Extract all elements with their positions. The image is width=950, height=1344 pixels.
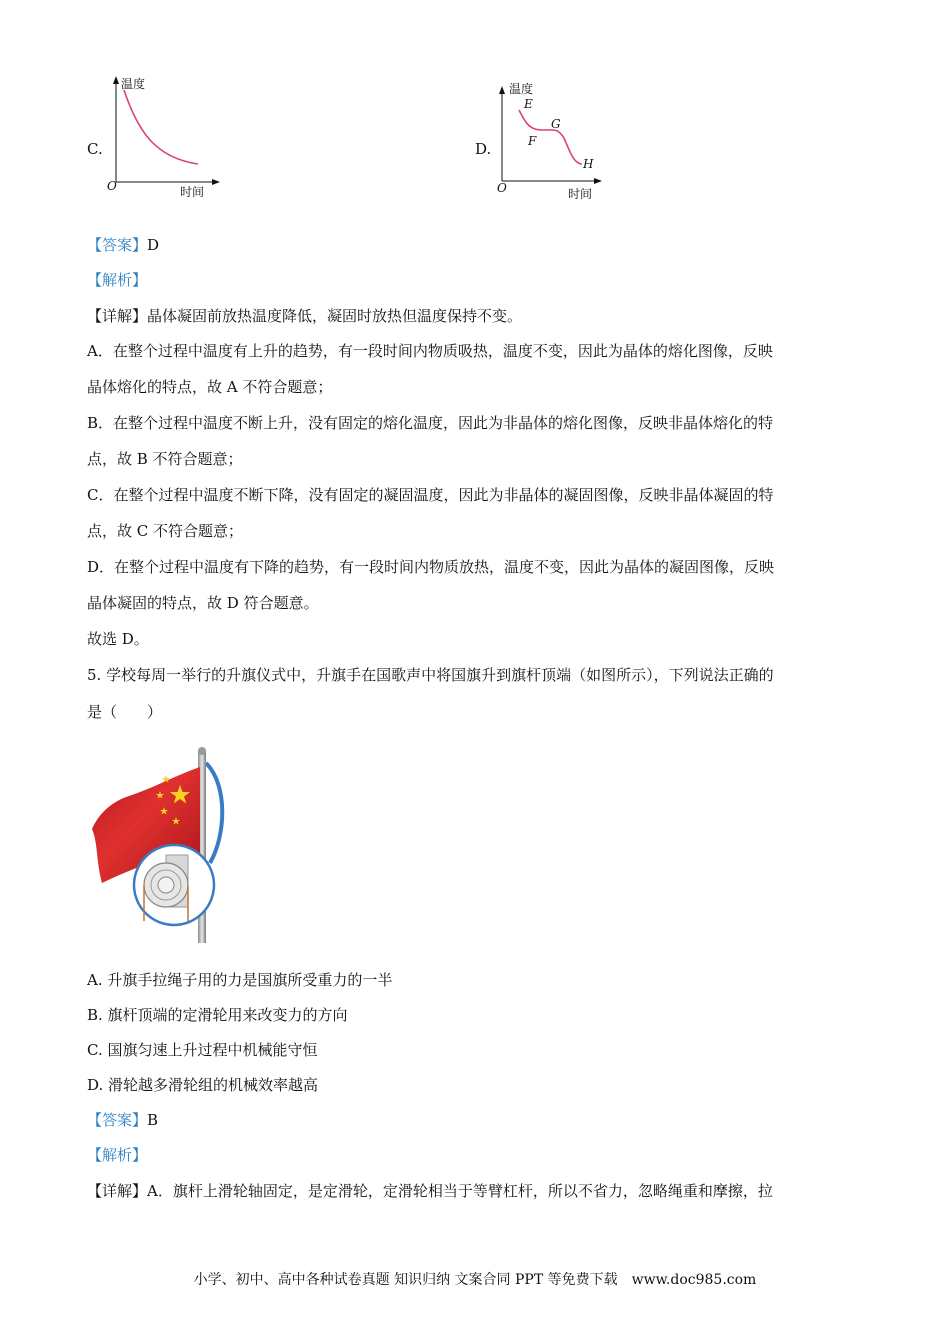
graph-d-x-arrow [594,178,602,184]
q4-line-d1: D．在整个过程中温度有下降的趋势，有一段时间内物质放热，温度不变，因此为晶体的凝固图像，反映 [87,558,775,576]
graph-d-point-g: G [551,117,561,131]
graph-c-xlabel: 时间 [180,185,205,199]
graph-c-origin: O [107,179,117,193]
q5-detail-tag: 【详解】 [87,1182,148,1200]
q5-answer-line [87,1110,158,1130]
q4-detail: 晶体凝固前放热温度降低，凝固时放热但温度保持不变。 [147,307,523,325]
q4-line-b1: B．在整个过程中温度不断上升，没有固定的熔化温度，因此为非晶体的熔化图像，反映非晶体熔化的特 [87,414,774,432]
graph-c-y-arrow [113,76,119,84]
q4-answer: D [147,236,160,254]
graph-d-origin: O [497,181,507,195]
q5-detail-line [87,1181,773,1201]
q5-answer-tag: 【答案】 [87,1111,148,1129]
q4-line-a1: A．在整个过程中温度有上升的趋势，有一段时间内物质吸热，温度不变，因此为晶体的熔化图像，反映 [87,342,773,360]
q4-conclusion: 故选 D。 [87,630,149,648]
q5-option-c: C. 国旗匀速上升过程中机械能守恒 [87,1041,318,1059]
q5-option-d: D. 滑轮越多滑轮组的机械效率越高 [87,1076,319,1094]
graph-d-point-e: E [524,97,533,111]
q4-detail-line [87,306,522,326]
pole-top-ball [198,747,206,755]
q5-option-a: A. 升旗手拉绳子用的力是国旗所受重力的一半 [87,971,393,989]
rope-swoosh [206,763,222,863]
q4-line-d2: 晶体凝固的特点，故 D 符合题意。 [87,594,319,612]
graph-c-ylabel: 温度 [121,77,146,91]
q4-detail-tag: 【详解】 [87,307,148,325]
page-footer [0,1269,950,1289]
graph-d-point-h: H [583,157,594,171]
graph-d-y-arrow [499,86,505,94]
q4-answer-line [87,235,159,255]
footer-url[interactable]: www.doc985.com [631,1272,757,1288]
q4-analysis-line [87,270,147,290]
graph-d-ylabel: 温度 [509,82,534,96]
q4-analysis-tag: 【解析】 [87,271,148,289]
graph-d-plot [490,80,610,200]
graph-d-xlabel: 时间 [568,187,593,201]
q4-line-a2: 晶体熔化的特点，故 A 不符合题意； [87,378,333,396]
q5-detail: A．旗杆上滑轮轴固定，是定滑轮，定滑轮相当于等臂杠杆，所以不省力，忽略绳重和摩擦，拉 [147,1182,773,1200]
footer-text: 小学、初中、高中各种试卷真题 知识归纳 文案合同 PPT 等免费下载 [193,1272,618,1288]
graph-c-x-arrow [212,179,220,185]
q5-stem-line1: 5. 学校每周一举行的升旗仪式中，升旗手在国歌声中将国旗升到旗杆顶端（如图所示），下列说法正确的 [87,666,774,684]
graph-d-point-f: F [528,134,537,148]
graph-c-curve [124,90,198,164]
q5-option-b: B. 旗杆顶端的定滑轮用来改变力的方向 [87,1006,348,1024]
q4-line-c1: C．在整个过程中温度不断下降，没有固定的凝固温度，因此为非晶体的凝固图像，反映非晶体凝固的特 [87,486,774,504]
q4-answer-tag: 【答案】 [87,236,148,254]
option-c-label: C. [87,140,103,158]
q5-analysis-line [87,1145,147,1165]
q5-answer: B [147,1111,159,1129]
q5-stem-line2: 是（ ） [87,703,163,721]
q5-analysis-tag: 【解析】 [87,1146,148,1164]
pulley-axle [158,877,174,893]
q4-line-b2: 点，故 B 不符合题意； [87,450,243,468]
flag-pulley-illustration [88,745,228,945]
q4-line-c2: 点，故 C 不符合题意； [87,522,244,540]
option-d-label: D. [475,140,492,158]
